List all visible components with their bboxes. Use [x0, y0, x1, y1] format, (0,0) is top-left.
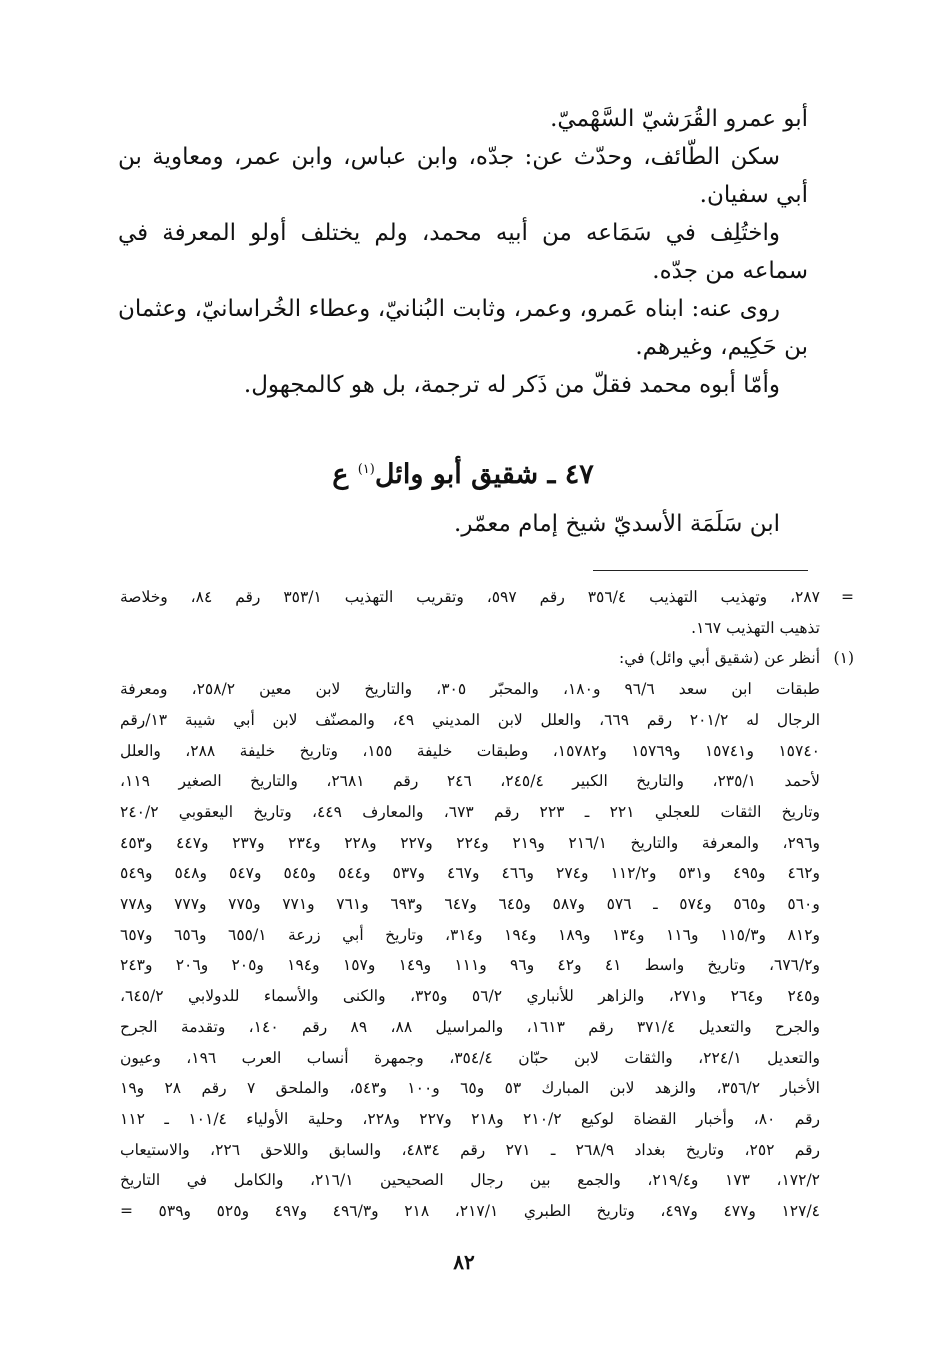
- footnote-line: و٤٦٢ و٤٩٥ و٥٣١ و١١٢/٢ و٢٧٤ و٤٦٦ و٤٦٧ و٥٣٧ و٥٤٤ و٥٤٥ و٥٤٧ و٥٤٨ و٥٤٩: [120, 864, 821, 883]
- footnote-continuation: [120, 582, 854, 643]
- footnote-line: طبقات ابن سعد ٩٦/٦ و١٨٠، والمحبّر ٣٠٥، والتاريخ لابن معين ٢٥٨/٢، ومعرفة: [120, 680, 820, 699]
- footnote-line: ١٥٧٤٠ و١٥٧٤١ و١٥٧٦٩ و١٥٧٨٢، وطبقات خليفة ١٥٥، وتاريخ خليفة ٢٨٨، والعلل: [120, 741, 820, 760]
- footnote-line: والجرح والتعديل ٣٧١/٤ رقم ١٦١٣، والمراسيل ٨٨، ٨٩ رقم ١٤٠، وتقدمة الجرح: [120, 1017, 820, 1036]
- paragraph-3: واختُلِف في سَمَاعه من أبيه محمد، ولم يختلف أولو المعرفة في سماعه من جدّه.: [118, 220, 808, 284]
- footnote-line: أنظر عن (شقيق أبي وائل) في:: [618, 649, 820, 668]
- entry-suffix: ع: [332, 459, 349, 490]
- footnote-line: تذهيب التهذيب ١٦٧.: [691, 618, 820, 637]
- footnote-line: الرجال له ٢٠١/٢ رقم ٦٦٩، والعلل لابن المديني ٤٩، والمصنّف لابن أبي شيبة ١٣/رقم: [120, 710, 820, 729]
- footnote-divider: [593, 570, 808, 571]
- main-text-block: [118, 100, 808, 404]
- footnote-line: و٢٩٦، والمعرفة والتاريخ ٢١٦/١ و٢١٩ و٢٢٤ و٢٢٧ و٢٢٨ و٢٣٤ و٢٣٧ و٤٤٧ و٤٥٣: [120, 833, 821, 852]
- footnote-line: ١٧٢/٢، ١٧٣ و٢١٩/٤، والجمع بين رجال الصحيحين ٢١٦/١، والكامل في التاريخ: [120, 1171, 820, 1190]
- footnote-line: ٢٨٧، وتهذيب التهذيب ٣٥٦/٤ رقم ٥٩٧، وتقريب التهذيب ٣٥٣/١ رقم ٨٤، وخلاصة: [120, 588, 820, 606]
- entry-title: ٤٧ ـ شقيق أبو وائل: [374, 459, 594, 490]
- footnote-line: وتاريخ الثقات للعجلي ٢٢١ ـ ٢٢٣ رقم ٦٧٣، والمعارف ٤٤٩، وتاريخ اليعقوبي ٢٤٠/٢: [120, 802, 821, 821]
- footnote-line: رقم ٢٥٢، وتاريخ بغداد ٢٦٨/٩ ـ ٢٧١ رقم ٤٨٣٤، والسابق واللاحق ٢٢٦، والاستيعاب: [120, 1140, 820, 1159]
- footnote-body: [120, 643, 820, 1226]
- footnote-line: و٨١٢ و١١٥/٣ و١١٦ و١٣٤ و١٨٩ و١٩٤ و٣١٤، وتاريخ أبي زرعة ٦٥٥/١ و٦٥٦ و٦٥٧: [120, 925, 821, 944]
- paragraph-1: أبو عمرو القُرَشيّ السَّهْميّ.: [550, 106, 808, 132]
- entry-description: ابن سَلَمَة الأسديّ شيخ إمام معمّر.: [454, 511, 780, 537]
- footnote-line: و٥٦٠ و٥٦٥ و٥٧٤ ـ ٥٧٦ و٥٨٧ و٦٤٥ و٦٤٧ و٦٩٣ و٧٦١ و٧٧١ و٧٧٥ و٧٧٧ و٧٧٨: [120, 895, 820, 914]
- paragraph-2: سكن الطّائف، وحدّث عن: جدّه، وابن عباس، وابن عمر، ومعاوية بن أبي سفيان.: [118, 144, 808, 208]
- footnote-line: ١٢٧/٤ و٤٧٧ و٤٩٧، وتاريخ الطبري ٢١٧/١، ٢١٨ و٤٩٦/٣ و٤٩٧ و٥٢٥ و٥٣٩ =: [120, 1202, 820, 1221]
- footnote-line: الأخبار ٣٥٦/٢، والزهد لابن المبارك ٥٣ و٦٥ و١٠٠ و٥٤٣، والملحق ٧ رقم ٢٨ و١٩: [120, 1079, 820, 1098]
- paragraph-5: وأمّا أبوه محمد فقلّ من ذَكر له ترجمة، بل هو كالمجهول.: [243, 372, 780, 398]
- footnote-line: لأحمد ٢٣٥/١، والتاريخ الكبير ٢٤٥/٤، ٢٤٦ رقم ٢٦٨١، والتاريخ الصغير ١١٩،: [120, 772, 820, 791]
- footnotes-section: [120, 582, 854, 1227]
- footnote-1: [120, 643, 854, 1226]
- footnote-reference: (١): [357, 462, 375, 477]
- entry-heading: [118, 448, 808, 497]
- paragraph-4: روى عنه: ابناه عَمرو، وعمر، وثابت البُنانيّ، وعطاء الخُراسانيّ، وعثمان بن حَكِيم، وغيرهم.: [118, 296, 808, 360]
- page-number: ٨٢: [453, 1250, 475, 1274]
- footnote-line: و٢٤٥ و٢٦٤ و٢٧١، والزاهر للأنباري ٥٦/٢ و٣٢٥، والكنى والأسماء للدولابي ٦٤٥/٢،: [120, 987, 820, 1006]
- footnote-line: رقم ٨٠، وأخبار القضاة لوكيع ٢١٠/٢ و٢١٨ و٢٢٧ و٢٢٨، وحلية الأولياء ١٠١/٤ ـ ١١٢: [120, 1109, 820, 1128]
- footnote-line: والتعديل ٢٢٤/١، والثقات لابن حبّان ٣٥٤/٤، وجمهرة أنساب العرب ١٩٦، وعيون: [120, 1048, 820, 1067]
- footnote-body: [120, 582, 820, 643]
- footnote-marker: (١): [833, 649, 854, 668]
- footnote-marker: =: [841, 588, 854, 606]
- footnote-line: و٦٧٦/٢، وتاريخ واسط ٤١ و٤٢ و٩٦ و١١١ و١٤٩ و١٥٧ و١٩٤ و٢٠٥ و٢٠٦ و٢٤٣: [120, 956, 821, 975]
